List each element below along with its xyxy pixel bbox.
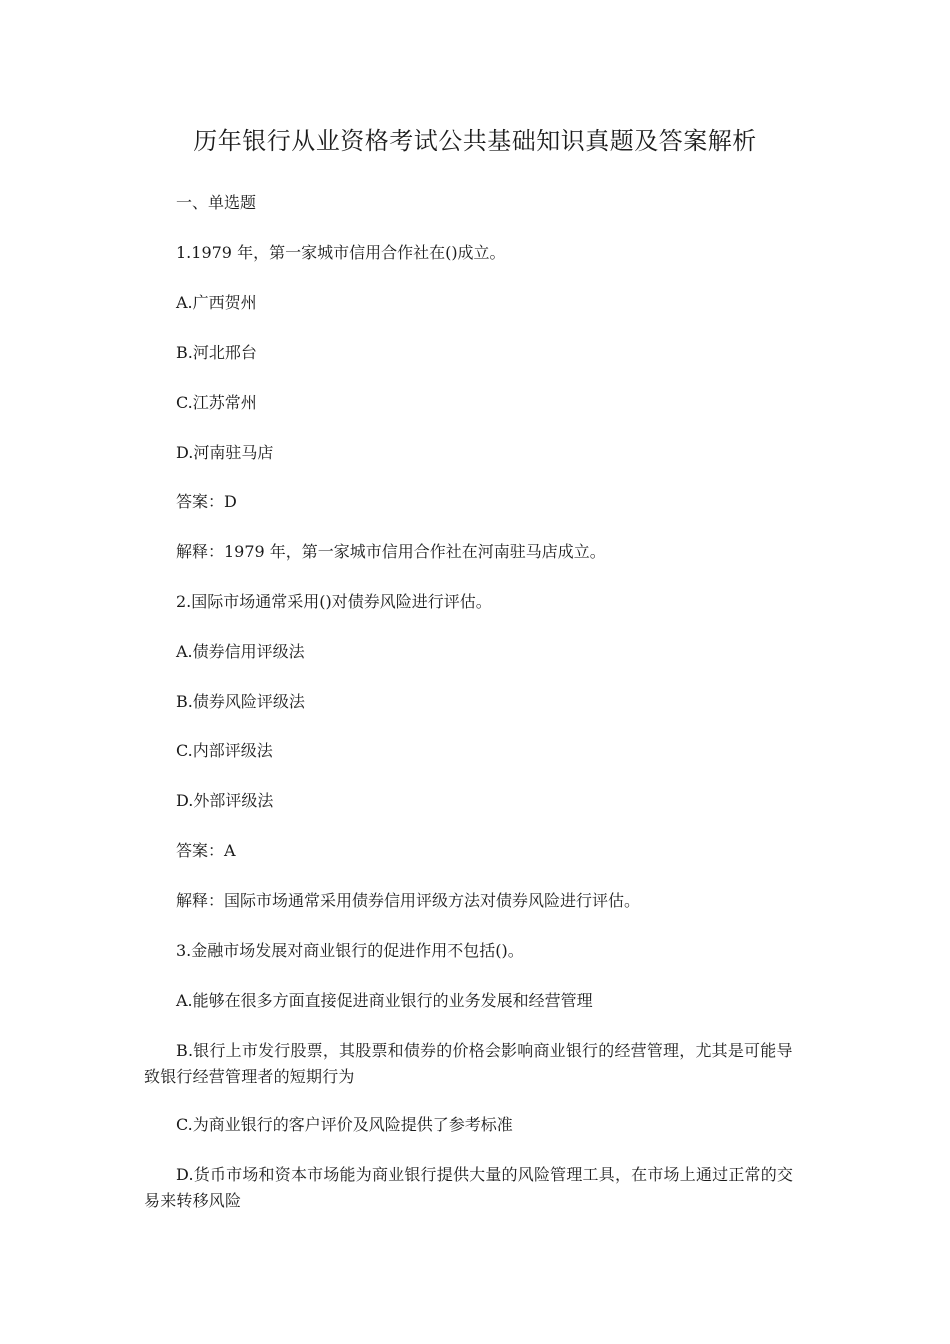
explanation-line: 解释：1979 年，第一家城市信用合作社在河南驻马店成立。 xyxy=(176,542,606,561)
document-title: 历年银行从业资格考试公共基础知识真题及答案解析 xyxy=(193,127,757,155)
question-stem: 3.金融市场发展对商业银行的促进作用不包括()。 xyxy=(176,941,524,960)
option-a: A.债券信用评级法 xyxy=(176,642,305,661)
question-stem: 1.1979 年，第一家城市信用合作社在()成立。 xyxy=(176,243,506,262)
question-stem: 2.国际市场通常采用()对债券风险进行评估。 xyxy=(176,592,492,611)
option-d: D.外部评级法 xyxy=(176,791,274,810)
option-c: C.江苏常州 xyxy=(176,393,257,412)
option-b: B.债券风险评级法 xyxy=(176,692,305,711)
answer-line: 答案：D xyxy=(176,492,237,511)
option-b: B.河北邢台 xyxy=(176,343,257,362)
section-heading: 一、单选题 xyxy=(176,193,257,212)
answer-line: 答案：A xyxy=(176,841,236,860)
option-c: C.内部评级法 xyxy=(176,741,273,760)
option-b: B.银行上市发行股票，其股票和债券的价格会影响商业银行的经营管理，尤其是可能导致银行经营管理者的短期行为 xyxy=(144,1041,793,1086)
explanation-line: 解释：国际市场通常采用债券信用评级方法对债券风险进行评估。 xyxy=(176,891,641,910)
option-a: A.能够在很多方面直接促进商业银行的业务发展和经营管理 xyxy=(176,991,593,1010)
option-d: D.河南驻马店 xyxy=(176,443,274,462)
option-c: C.为商业银行的客户评价及风险提供了参考标准 xyxy=(176,1115,513,1134)
option-a: A.广西贺州 xyxy=(176,293,257,312)
option-d: D.货币市场和资本市场能为商业银行提供大量的风险管理工具，在市场上通过正常的交易来转移风险 xyxy=(144,1165,794,1210)
